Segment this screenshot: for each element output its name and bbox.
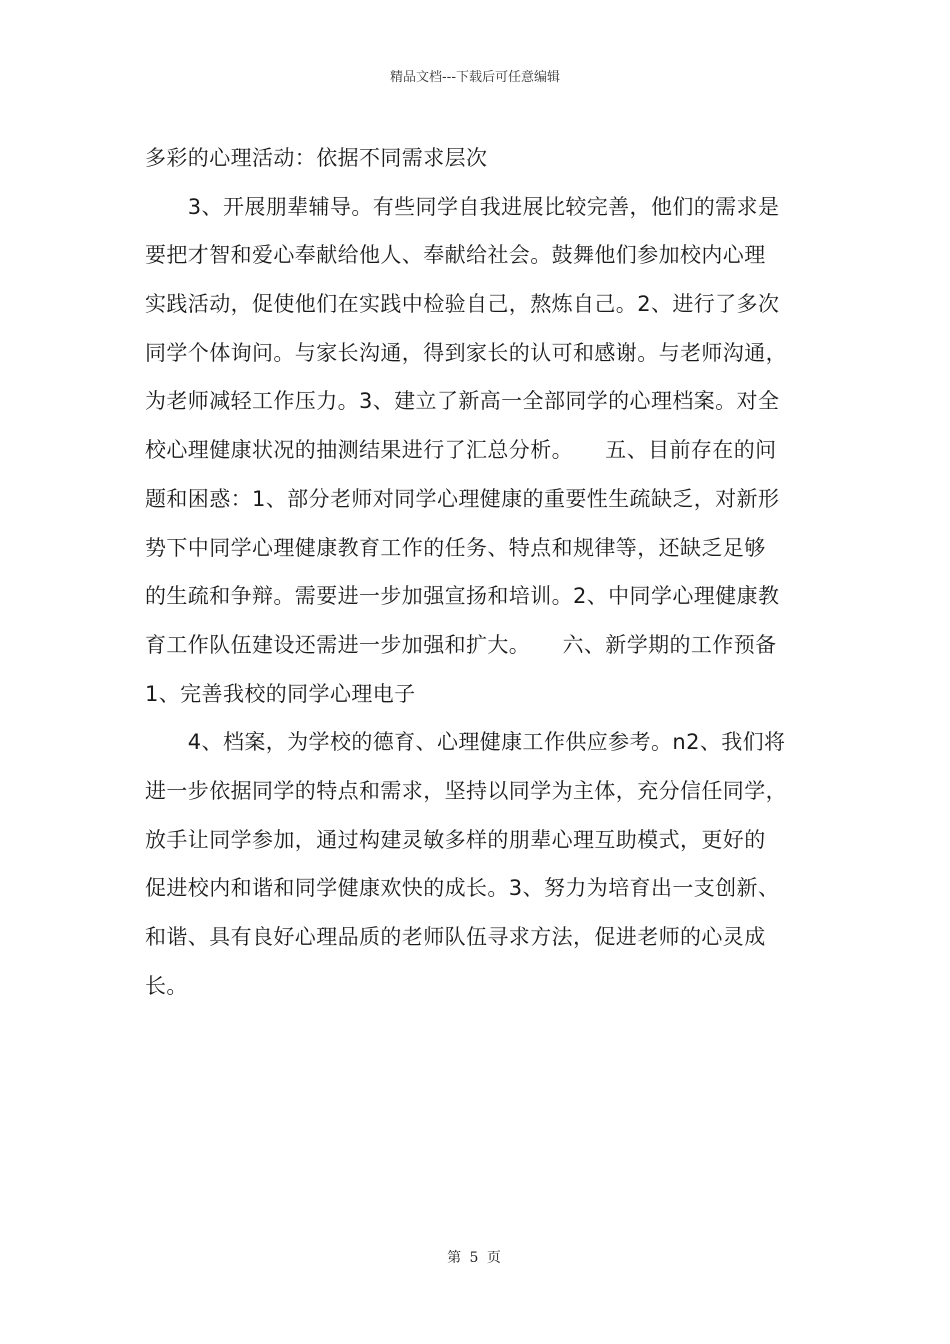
document-body bbox=[145, 134, 815, 1010]
page-header: 精品文档---下载后可任意编辑 bbox=[389, 70, 561, 85]
body-line: 多彩的心理活动：依据不同需求层次 bbox=[145, 146, 488, 170]
body-line: 实践活动，促使他们在实践中检验自己，熬炼自己。2、进行了多次 bbox=[145, 292, 780, 317]
body-line: 1、完善我校的同学心理电子 bbox=[145, 681, 416, 706]
body-line: 放手让同学参加，通过构建灵敏多样的朋辈心理互助模式，更好的 bbox=[145, 827, 766, 852]
body-line: 促进校内和谐和同学健康欢快的成长。3、努力为培育出一支创新、 bbox=[145, 876, 780, 901]
body-line: 势下中同学心理健康教育工作的任务、特点和规律等，还缺乏足够 bbox=[145, 535, 766, 560]
body-line: 为老师减轻工作压力。3、建立了新高一全部同学的心理档案。对全 bbox=[145, 389, 780, 414]
body-line: 题和困惑：1、部分老师对同学心理健康的重要性生疏缺乏，对新形 bbox=[145, 486, 780, 511]
body-line: 同学个体询问。与家长沟通，得到家长的认可和感谢。与老师沟通， bbox=[145, 340, 787, 365]
body-line: 4、档案，为学校的德育、心理健康工作供应参考。n2、我们将 bbox=[145, 730, 786, 755]
body-line: 和谐、具有良好心理品质的老师队伍寻求方法，促进老师的心灵成 bbox=[145, 925, 766, 949]
body-line: 育工作队伍建设还需进一步加强和扩大。 六、新学期的工作预备 bbox=[145, 632, 777, 657]
body-line: 的生疏和争辩。需要进一步加强宣扬和培训。2、中同学心理健康教 bbox=[145, 584, 780, 609]
body-line: 进一步依据同学的特点和需求，坚持以同学为主体，充分信任同学， bbox=[145, 778, 787, 803]
body-line: 要把才智和爱心奉献给他人、奉献给社会。鼓舞他们参加校内心理 bbox=[145, 243, 766, 268]
body-line: 校心理健康状况的抽测结果进行了汇总分析。 五、目前存在的问 bbox=[145, 438, 777, 463]
body-line: 3、开展朋辈辅导。有些同学自我进展比较完善，他们的需求是 bbox=[145, 194, 780, 219]
page-number: 第 5 页 bbox=[447, 1250, 503, 1266]
body-line: 长。 bbox=[145, 973, 188, 998]
